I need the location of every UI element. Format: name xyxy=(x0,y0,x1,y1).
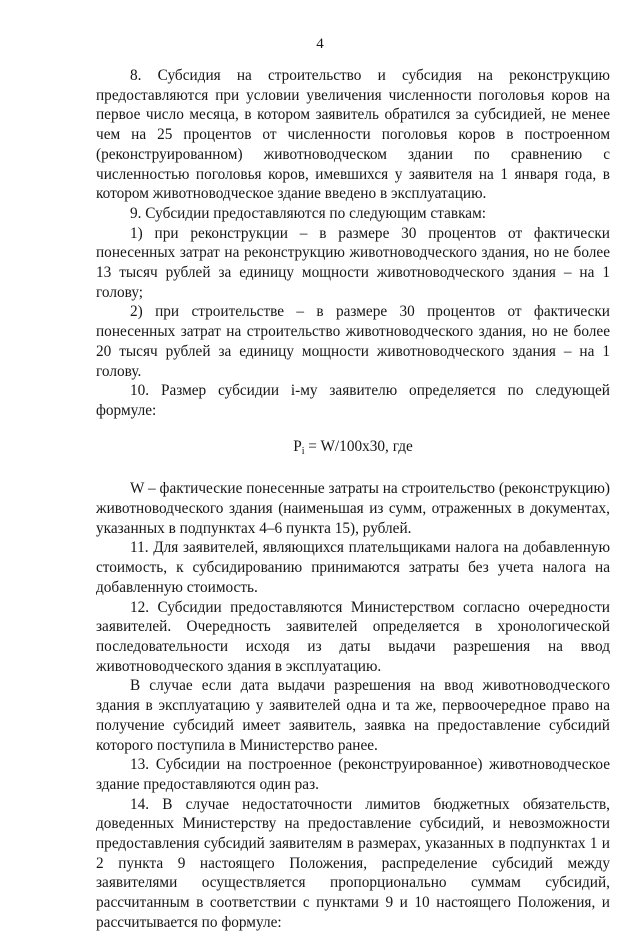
paragraph-10: 10. Размер субсидии i-му заявителю определяется по следующей формуле: xyxy=(96,382,610,419)
formula-lhs: P xyxy=(293,437,302,455)
paragraph-12: 12. Субсидии предоставляются Министерством согласно очередности заявителей. Очередность заявителей определяется в хронологической последовательности исходя из даты выдачи разрешения на ввод животноводческого здания в эксплуатацию. xyxy=(96,598,610,675)
formula-subscript: i xyxy=(301,445,305,457)
page-number: 4 xyxy=(316,36,324,52)
subsidy-formula xyxy=(96,437,610,462)
formula-rhs: = W/100х30, где xyxy=(304,437,413,455)
paragraph-9: 9. Субсидии предоставляются по следующим ставкам: xyxy=(130,204,487,222)
paragraph-8: 8. Субсидия на строительство и субсидия на реконструкцию предоставляются при условии увеличения численности поголовья коров на первое число месяца, в котором заявитель обратился за субсидией, не менее чем на 25 процентов от численности поголовья коров в построенном (реконструированном) животноводческом здании по сравнению с численностью поголовья коров, имевшихся у заявителя на 1 января года, в котором животноводческое здание введено в эксплуатацию. xyxy=(96,67,610,203)
paragraph-12-same-date: В случае если дата выдачи разрешения на ввод животноводческого здания в эксплуатацию у заявителей одна и та же, первоочередное право на получение субсидий имеет заявитель, заявка на предоставление субсидий которого поступила в Министерство ранее. xyxy=(96,677,610,754)
paragraph-11: 11. Для заявителей, являющихся плательщиками налога на добавленную стоимость, к субсидированию принимаются затраты без учета налога на добавленную стоимость. xyxy=(96,539,610,596)
formula-definition-w: W – фактические понесенные затраты на строительство (реконструкцию) животноводческого здания (наименьшая из сумм, отраженных в документах, указанных в подпунктах 4–6 пункта 15), рублей. xyxy=(96,480,610,537)
paragraph-9-item-2: 2) при строительстве – в размере 30 процентов от фактически понесенных затрат на строительство животноводческого здания, но не более 20 тысяч рублей за единицу мощности животноводческого здания – на 1 голову. xyxy=(96,303,610,380)
document-body xyxy=(96,66,610,933)
paragraph-13: 13. Субсидии на построенное (реконструированное) животноводческое здание предоставляются один раз. xyxy=(96,756,610,793)
paragraph-9-item-1: 1) при реконструкции – в размере 30 процентов от фактически понесенных затрат на реконструкцию животноводческого здания, но не более 13 тысяч рублей за единицу мощности животноводческого здания – на 1 голову; xyxy=(96,224,610,301)
paragraph-14: 14. В случае недостаточности лимитов бюджетных обязательств, доведенных Министерству на предоставление субсидий, и невозможности предоставления субсидий заявителям в размерах, указанных в подпунктах 1 и 2 пункта 9 настоящего Положения, распределение субсидий между заявителями осуществляется пропорционально суммам субсидий, рассчитанным в соответствии с пунктами 9 и 10 настоящего Положения, и рассчитывается по формуле: xyxy=(96,795,610,931)
